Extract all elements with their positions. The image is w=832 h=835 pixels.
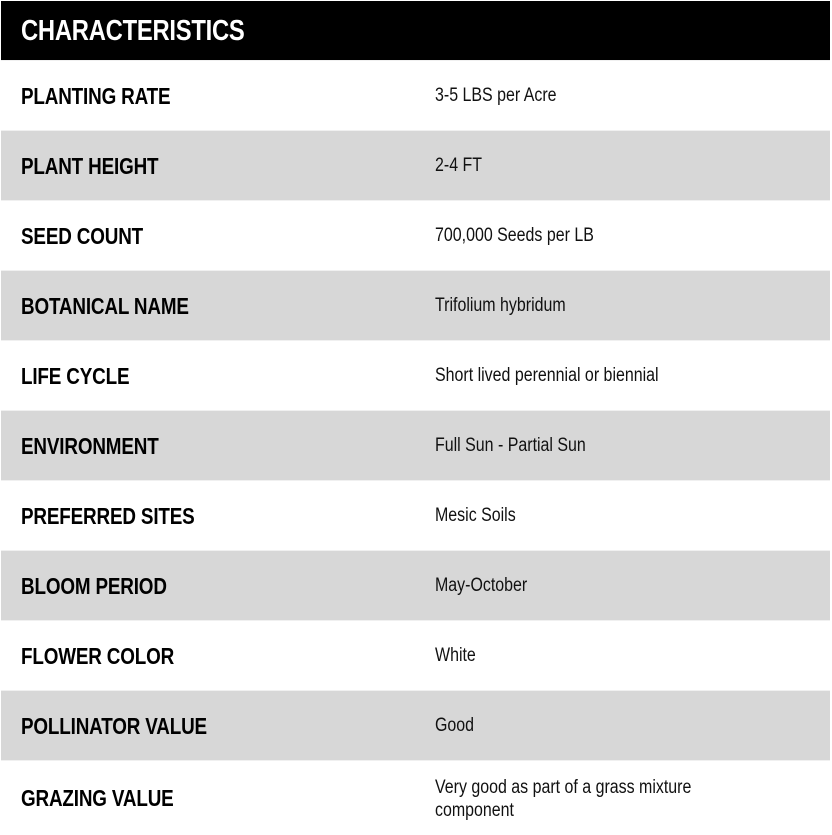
table-row-grazing-value [1, 760, 830, 835]
row-label: SEED COUNT [21, 222, 144, 249]
row-label: PLANTING RATE [21, 82, 171, 109]
table-row-life-cycle [1, 340, 830, 410]
table-row-botanical-name [1, 270, 830, 340]
table-row-bloom-period [1, 550, 830, 620]
row-value: Short lived perennial or biennial [435, 364, 659, 386]
table-title: CHARACTERISTICS [21, 15, 245, 47]
row-label: PREFERRED SITES [21, 502, 195, 529]
row-value: May-October [435, 574, 528, 596]
table-row-seed-count [1, 200, 830, 270]
row-label: ENVIRONMENT [21, 432, 159, 459]
row-value-line: component [435, 800, 514, 821]
row-label: FLOWER COLOR [21, 642, 175, 669]
row-label: PLANT HEIGHT [21, 152, 159, 179]
table-row-environment [1, 410, 830, 480]
table-header [1, 1, 830, 60]
table-row-preferred-sites [1, 480, 830, 550]
row-label: LIFE CYCLE [21, 362, 130, 389]
row-value: Good [435, 714, 475, 736]
row-label: GRAZING VALUE [21, 785, 174, 811]
row-label: BLOOM PERIOD [21, 572, 167, 599]
row-label: BOTANICAL NAME [21, 292, 189, 319]
row-value-line: Very good as part of a grass mixture [435, 777, 692, 798]
row-value: Trifolium hybridum [435, 294, 566, 316]
row-label: POLLINATOR VALUE [21, 712, 207, 739]
characteristics-table [1, 1, 830, 835]
row-value: Full Sun - Partial Sun [435, 434, 586, 456]
row-value: Mesic Soils [435, 504, 516, 526]
row-value: 700,000 Seeds per LB [435, 224, 594, 246]
row-value: 2-4 FT [435, 154, 483, 176]
row-value: 3-5 LBS per Acre [435, 84, 557, 106]
row-value [435, 776, 763, 822]
table-row-planting-rate [1, 60, 830, 130]
row-value: White [435, 644, 476, 666]
table-row-flower-color [1, 620, 830, 690]
table-row-pollinator-value [1, 690, 830, 760]
table-row-plant-height [1, 130, 830, 200]
